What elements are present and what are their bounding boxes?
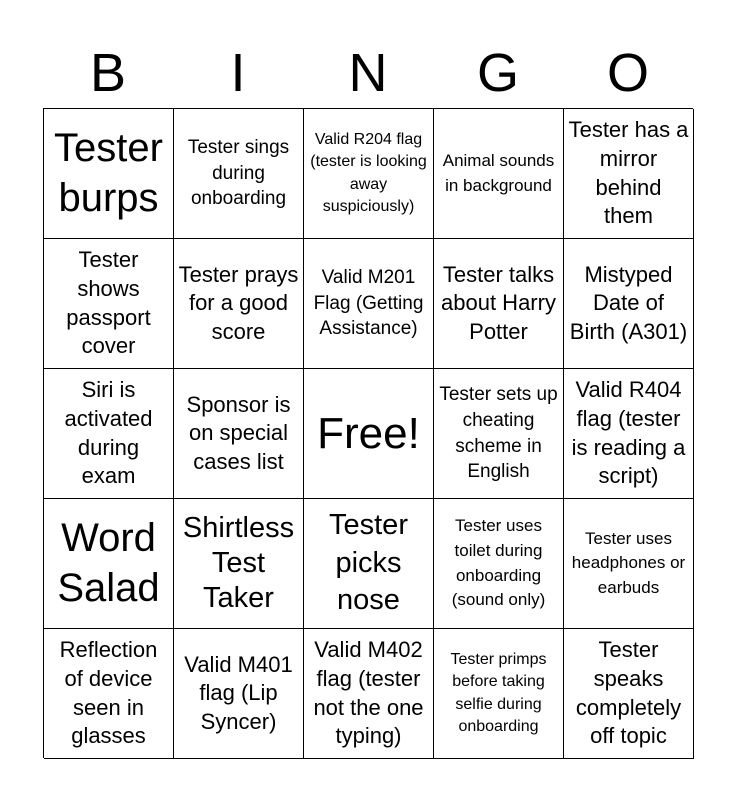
bingo-cell[interactable]	[304, 109, 434, 239]
bingo-cell[interactable]	[44, 369, 174, 499]
header-letter-n: N	[348, 43, 388, 103]
cell-text: Siri is activated during exam	[64, 377, 153, 489]
cell-text: Shirtless Test Taker	[182, 512, 295, 614]
bingo-cell[interactable]	[564, 629, 694, 759]
bingo-cell[interactable]	[434, 239, 564, 369]
bingo-cell[interactable]	[174, 629, 304, 759]
bingo-cell[interactable]	[174, 369, 304, 499]
cell-text: Valid R204 flag (tester is looking away suspiciously)	[310, 130, 427, 215]
cell-text: Word Salad	[57, 516, 160, 610]
cell-text: Tester speaks completely off topic	[575, 637, 682, 749]
header-letter-i: I	[230, 43, 246, 103]
bingo-cell[interactable]	[434, 629, 564, 759]
cell-text: Tester shows passport cover	[66, 247, 151, 359]
bingo-cell[interactable]	[44, 499, 174, 629]
bingo-cell[interactable]	[44, 629, 174, 759]
bingo-cell[interactable]	[434, 499, 564, 629]
cell-text: Reflection of device seen in glasses	[59, 637, 158, 749]
bingo-cell[interactable]	[564, 499, 694, 629]
bingo-cell[interactable]	[304, 499, 434, 629]
cell-text: Valid M402 flag (tester not the one typing)	[313, 637, 424, 749]
cell-text: Tester sets up cheating scheme in English	[439, 384, 558, 483]
cell-text: Tester primps before taking selfie during onboarding	[450, 650, 547, 735]
bingo-cell[interactable]	[434, 369, 564, 499]
cell-text: Tester uses toilet during onboarding (sound only)	[451, 516, 546, 610]
cell-text: Tester picks nose	[329, 508, 408, 617]
cell-text: Tester prays for a good score	[178, 261, 299, 344]
cell-text: Tester sings during onboarding	[187, 137, 290, 210]
bingo-header	[43, 40, 693, 106]
cell-text: Animal sounds in background	[442, 150, 555, 195]
cell-text: Valid R404 flag (tester is reading a script)	[571, 377, 686, 489]
cell-text: Valid M401 flag (Lip Syncer)	[184, 651, 293, 734]
bingo-cell[interactable]	[564, 369, 694, 499]
free-space-cell[interactable]	[304, 369, 434, 499]
cell-text: Sponsor is on special cases list	[186, 391, 291, 474]
cell-text: Tester has a mirror behind them	[568, 117, 689, 229]
header-letter-b: B	[89, 43, 127, 103]
cell-text: Tester uses headphones or earbuds	[571, 528, 686, 597]
bingo-cell[interactable]	[44, 239, 174, 369]
free-space-text: Free!	[317, 408, 420, 458]
bingo-cell[interactable]	[304, 239, 434, 369]
bingo-cell[interactable]	[564, 239, 694, 369]
cell-text: Tester talks about Harry Potter	[441, 261, 556, 344]
bingo-cell[interactable]	[174, 109, 304, 239]
cell-text: Tester burps	[54, 126, 163, 220]
cell-text: Mistyped Date of Birth (A301)	[569, 261, 688, 344]
bingo-board	[43, 108, 693, 758]
header-letter-o: O	[606, 43, 649, 103]
header-letter-g: G	[476, 43, 519, 103]
bingo-cell[interactable]	[304, 629, 434, 759]
bingo-cell[interactable]	[174, 499, 304, 629]
bingo-cell[interactable]	[564, 109, 694, 239]
bingo-cell[interactable]	[44, 109, 174, 239]
bingo-cell[interactable]	[174, 239, 304, 369]
cell-text: Valid M201 Flag (Getting Assistance)	[313, 267, 424, 340]
bingo-cell[interactable]	[434, 109, 564, 239]
